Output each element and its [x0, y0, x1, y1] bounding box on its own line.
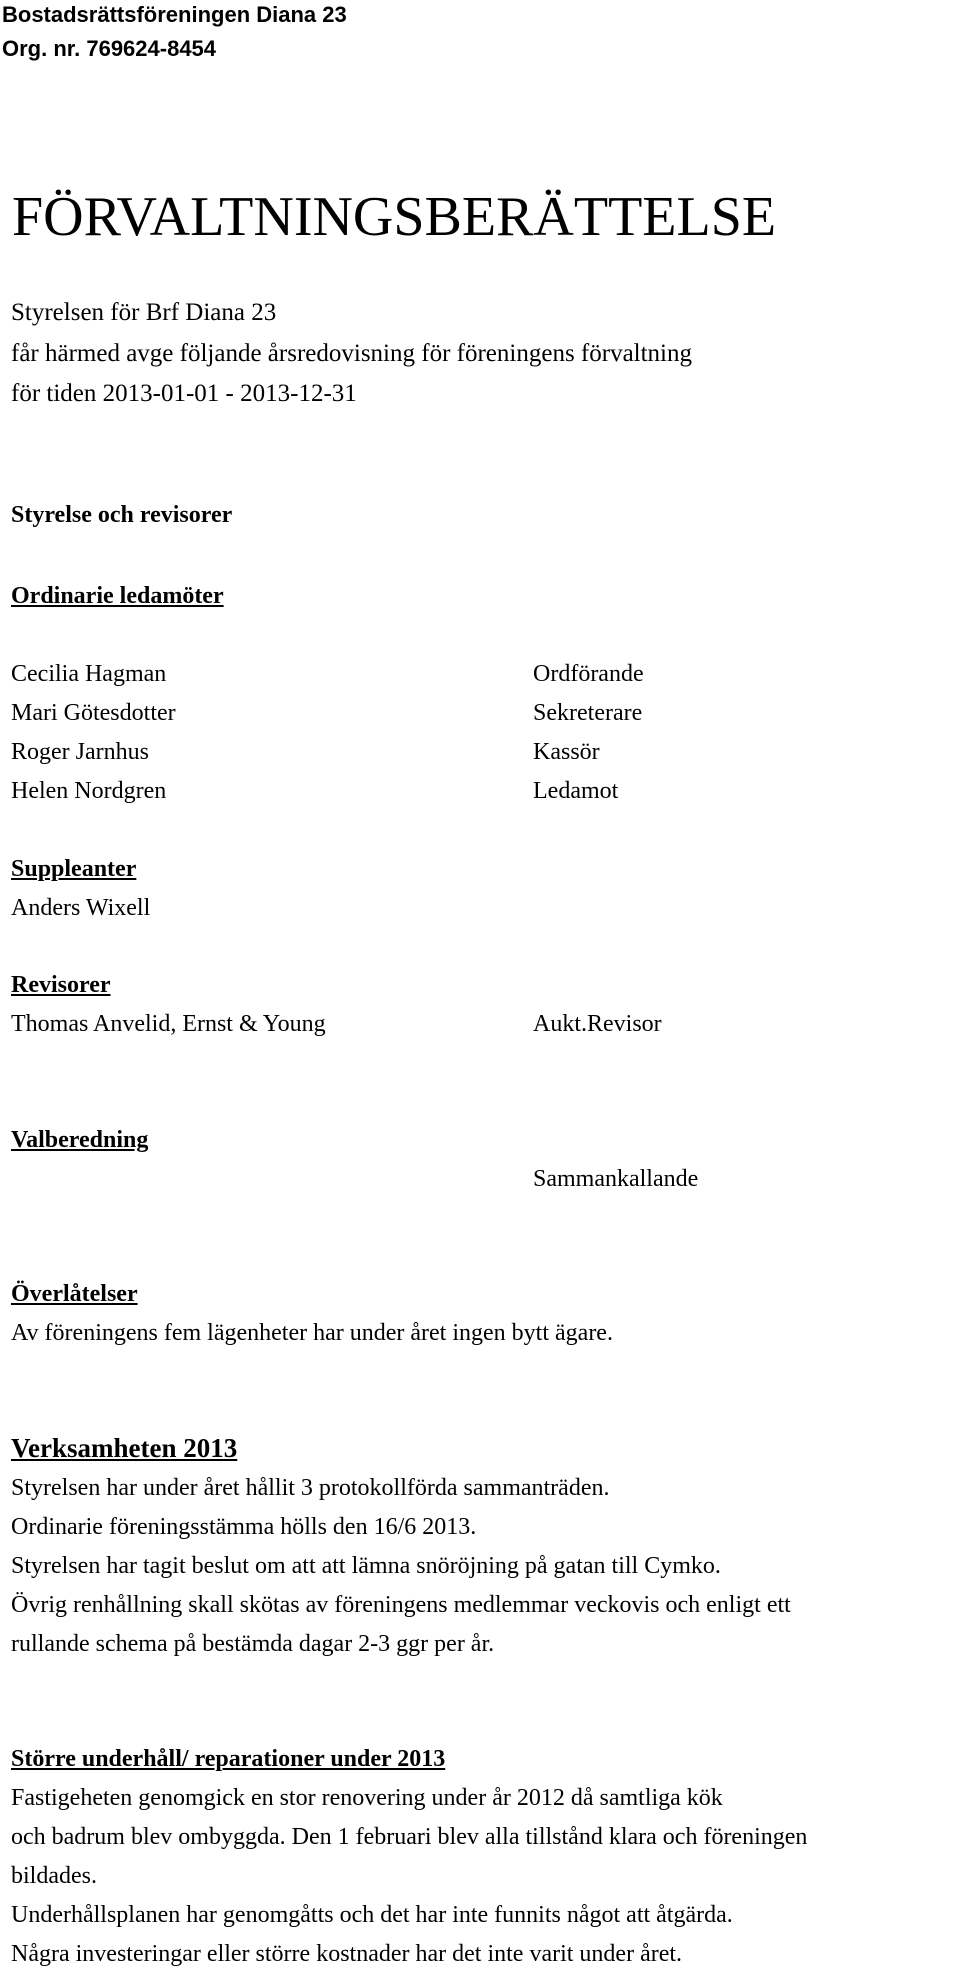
- activities-line: Styrelsen har under året hållit 3 protokollförda sammanträden.: [11, 1475, 610, 1501]
- transfers-heading: Överlåtelser: [11, 1281, 138, 1307]
- transfers-text: Av föreningens fem lägenheter har under året ingen bytt ägare.: [11, 1320, 613, 1346]
- intro-line-3: för tiden 2013-01-01 - 2013-12-31: [11, 380, 357, 407]
- document-title: FÖRVALTNINGSBERÄTTELSE: [12, 186, 777, 248]
- maintenance-line: Underhållsplanen har genomgåtts och det har inte funnits något att åtgärda.: [11, 1902, 733, 1928]
- member-name: Helen Nordgren: [11, 778, 167, 804]
- activities-line: Övrig renhållning skall skötas av föreningens medlemmar veckovis och enligt ett: [11, 1592, 791, 1618]
- deputy-name: Anders Wixell: [11, 895, 151, 921]
- activities-line: rullande schema på bestämda dagar 2-3 ggr per år.: [11, 1631, 495, 1657]
- activities-line: Ordinarie föreningsstämma hölls den 16/6 2013.: [11, 1514, 477, 1540]
- intro-line-1: Styrelsen för Brf Diana 23: [11, 299, 277, 326]
- member-name: Cecilia Hagman: [11, 661, 167, 687]
- member-role: Kassör: [533, 739, 600, 765]
- auditor-name: Thomas Anvelid, Ernst & Young: [11, 1011, 326, 1037]
- member-role: Sekreterare: [533, 700, 643, 726]
- nomination-role: Sammankallande: [533, 1166, 699, 1192]
- maintenance-line: Några investeringar eller större kostnader har det inte varit under året.: [11, 1941, 683, 1967]
- maintenance-line: och badrum blev ombyggda. Den 1 februari blev alla tillstånd klara och föreningen: [11, 1824, 808, 1850]
- intro-line-2: får härmed avge följande årsredovisning för föreningens förvaltning: [11, 340, 693, 367]
- auditors-heading: Revisorer: [11, 972, 111, 998]
- nomination-heading: Valberedning: [11, 1127, 149, 1153]
- maintenance-line: bildades.: [11, 1863, 97, 1889]
- maintenance-heading: Större underhåll/ reparationer under 2013: [11, 1746, 446, 1772]
- member-role: Ledamot: [533, 778, 619, 804]
- maintenance-line: Fastigeheten genomgick en stor renovering under år 2012 då samtliga kök: [11, 1785, 723, 1811]
- organization-name: Bostadsrättsföreningen Diana 23: [2, 2, 347, 27]
- member-role: Ordförande: [533, 661, 644, 687]
- activities-line: Styrelsen har tagit beslut om att att lämna snöröjning på gatan till Cymko.: [11, 1553, 721, 1579]
- members-heading: Ordinarie ledamöter: [11, 583, 224, 609]
- organization-number: Org. nr. 769624-8454: [2, 36, 217, 61]
- board-section-heading: Styrelse och revisorer: [11, 502, 233, 528]
- auditor-role: Aukt.Revisor: [533, 1011, 662, 1037]
- member-name: Roger Jarnhus: [11, 739, 149, 765]
- member-name: Mari Götesdotter: [11, 700, 176, 726]
- deputies-heading: Suppleanter: [11, 856, 137, 882]
- activities-heading: Verksamheten 2013: [11, 1433, 238, 1463]
